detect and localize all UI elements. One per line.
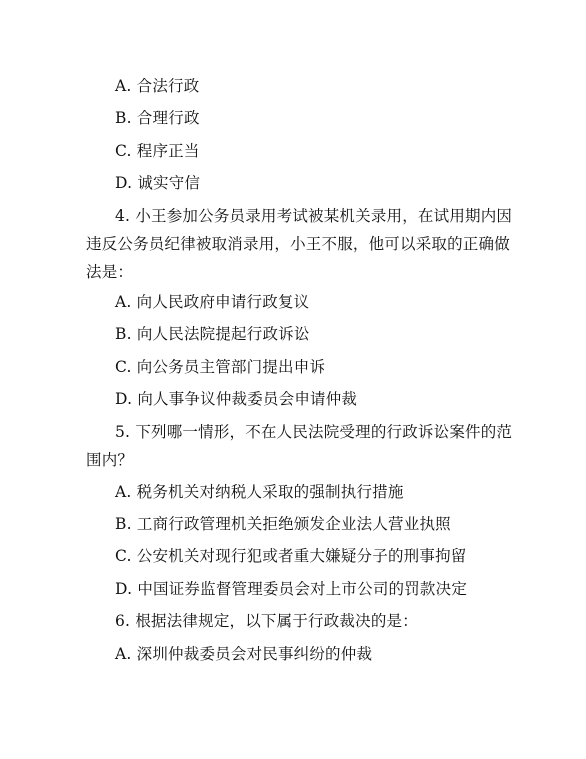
q4-text-line-1: 4. 小王参加公务员录用考试被某机关录用，在试用期内因	[115, 207, 513, 225]
q5-option-c: C. 公安机关对现行犯或者重大嫌疑分子的刑事拘留	[115, 547, 467, 565]
q3-option-b: B. 合理行政	[115, 109, 200, 127]
q4-text-line-2: 违反公务员纪律被取消录用，小王不服，他可以采取的正确做	[86, 235, 510, 253]
q5-option-d: D. 中国证券监督管理委员会对上市公司的罚款决定	[115, 580, 468, 598]
q5-text-line-2: 围内？	[86, 451, 134, 469]
q5-text-line-1: 5. 下列哪一情形，不在人民法院受理的行政诉讼案件的范	[115, 423, 513, 441]
q4-option-c: C. 向公务员主管部门提出申诉	[115, 358, 326, 376]
q5-option-b: B. 工商行政管理机关拒绝颁发企业法人营业执照	[115, 515, 451, 533]
q6-text-line-1: 6. 根据法律规定，以下属于行政裁决的是：	[115, 612, 418, 630]
q4-option-b: B. 向人民法院提起行政诉讼	[115, 325, 310, 343]
q4-option-a: A. 向人民政府申请行政复议	[115, 293, 310, 311]
q3-option-c: C. 程序正当	[115, 142, 200, 160]
q3-option-d: D. 诚实守信	[115, 174, 201, 192]
q5-option-a: A. 税务机关对纳税人采取的强制执行措施	[115, 483, 404, 501]
q6-option-a: A. 深圳仲裁委员会对民事纠纷的仲裁	[115, 645, 373, 663]
q4-option-d: D. 向人事争议仲裁委员会申请仲裁	[115, 390, 358, 408]
q3-option-a: A. 合法行政	[115, 77, 200, 95]
q4-text-line-3: 法是：	[86, 263, 134, 281]
